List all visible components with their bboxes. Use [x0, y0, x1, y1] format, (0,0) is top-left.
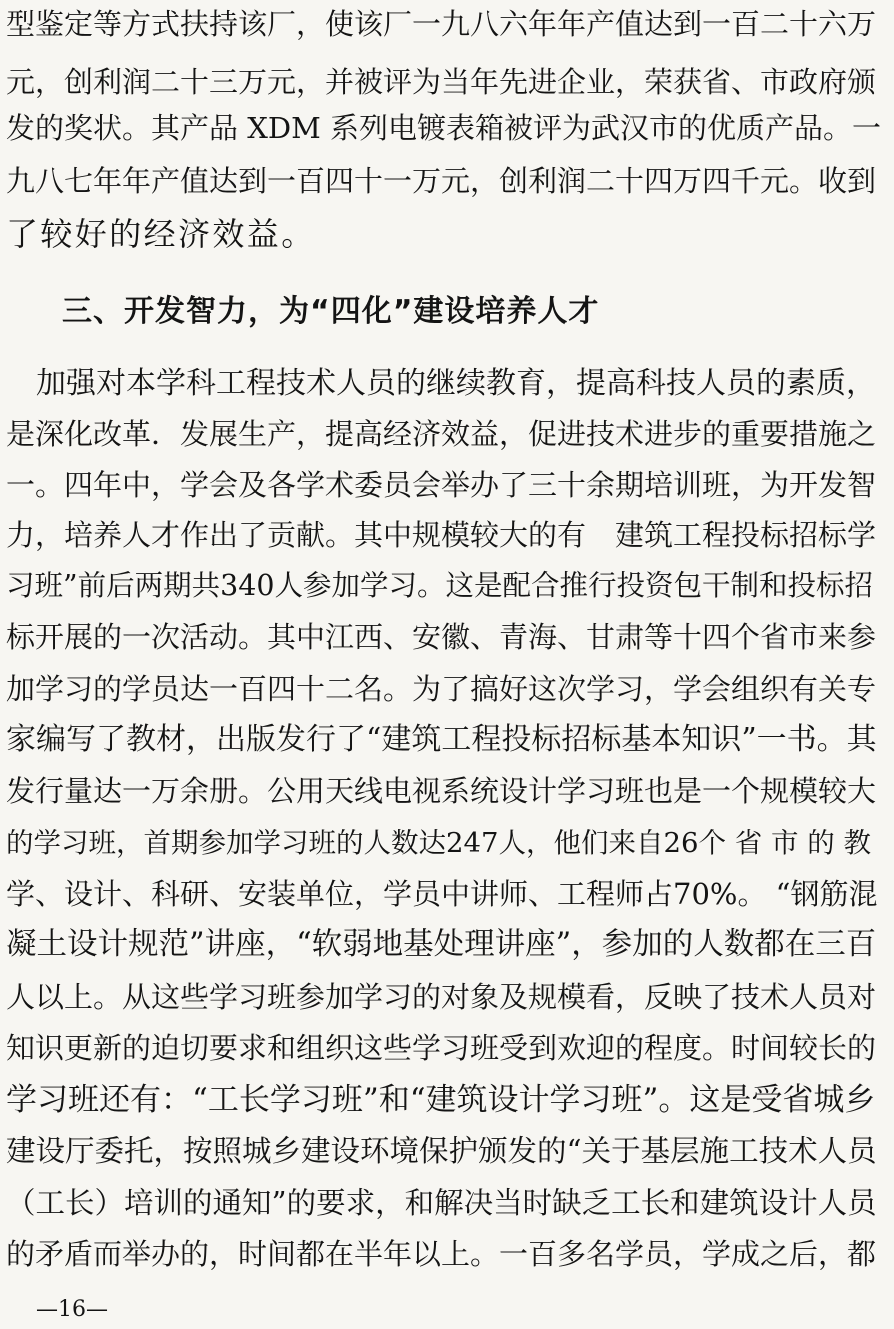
body-text-line: 学习班还有：“工长学习班”和“建筑设计学习班”。这是受省城乡 — [6, 1082, 876, 1118]
body-text-line: 发的奖状。其产品 XDM 系列电镀表箱被评为武汉市的优质产品。一 — [6, 111, 882, 145]
body-text-line: 家编写了教材，出版发行了“建筑工程投标招标基本知识”一书。其 — [6, 722, 877, 757]
body-text-line: 加强对本学科工程技术人员的继续教育，提高科技人员的素质， — [6, 366, 876, 401]
body-text-line: 型鉴定等方式扶持该厂，使该厂一九八六年年产值达到一百二十六万 — [6, 7, 877, 41]
body-text-line: （工长）培训的通知”的要求，和解决当时缺乏工长和建筑设计人员 — [6, 1186, 877, 1220]
body-text-line: 一。四年中，学会及各学术委员会举办了三十余期培训班，为开发智 — [6, 468, 877, 502]
body-text-line: 建设厅委托，按照城乡建设环境保护颁发的“关于基层施工技术人员 — [6, 1134, 877, 1168]
section-heading: 三、开发智力，为“四化”建设培养人才 — [62, 294, 600, 329]
body-text-line: 的矛盾而举办的，时间都在半年以上。一百多名学员，学成之后，都 — [6, 1237, 877, 1271]
body-text-line: 加学习的学员达一百四十二名。为了搞好这次学习，学会组织有关专 — [6, 672, 877, 706]
body-text-line: 学、设计、科研、安装单位，学员中讲师、工程师占70%。 “钢筋混 — [6, 877, 878, 911]
body-text-line: 的学习班，首期参加学习班的人数达247人，他们来自26个 省 市 的 教 — [6, 827, 871, 859]
body-text-line: 九八七年年产值达到一百四十一万元，创利润二十四万四千元。收到 — [6, 164, 877, 198]
body-text-line: 是深化改革．发展生产，提高经济效益，促进技术进步的重要措施之 — [6, 417, 877, 451]
body-text-line: 元，创利润二十三万元，并被评为当年先进企业，荣获省、市政府颁 — [6, 65, 877, 99]
body-text-line: 知识更新的迫切要求和组织这些学习班受到欢迎的程度。时间较长的 — [6, 1031, 877, 1065]
body-text-line: 标开展的一次活动。其中江西、安徽、青海、甘肃等十四个省市来参 — [6, 620, 877, 654]
body-text-line: 人以上。从这些学习班参加学习的对象及规模看，反映了技术人员对 — [6, 980, 877, 1014]
body-text-line: 习班”前后两期共340人参加学习。这是配合推行投资包干制和投标招 — [6, 569, 873, 602]
body-text-line: 凝土设计规范”讲座，“软弱地基处理讲座”，参加的人数都在三百 — [6, 927, 877, 962]
page-number: —16— — [36, 1297, 108, 1322]
body-text-line: 力，培养人才作出了贡献。其中规模较大的有 建筑工程投标招标学 — [6, 518, 877, 552]
body-text-line: 了较好的经济效益。 — [6, 215, 316, 253]
body-text-line: 发行量达一万余册。公用天线电视系统设计学习班也是一个规模较大 — [6, 774, 877, 808]
